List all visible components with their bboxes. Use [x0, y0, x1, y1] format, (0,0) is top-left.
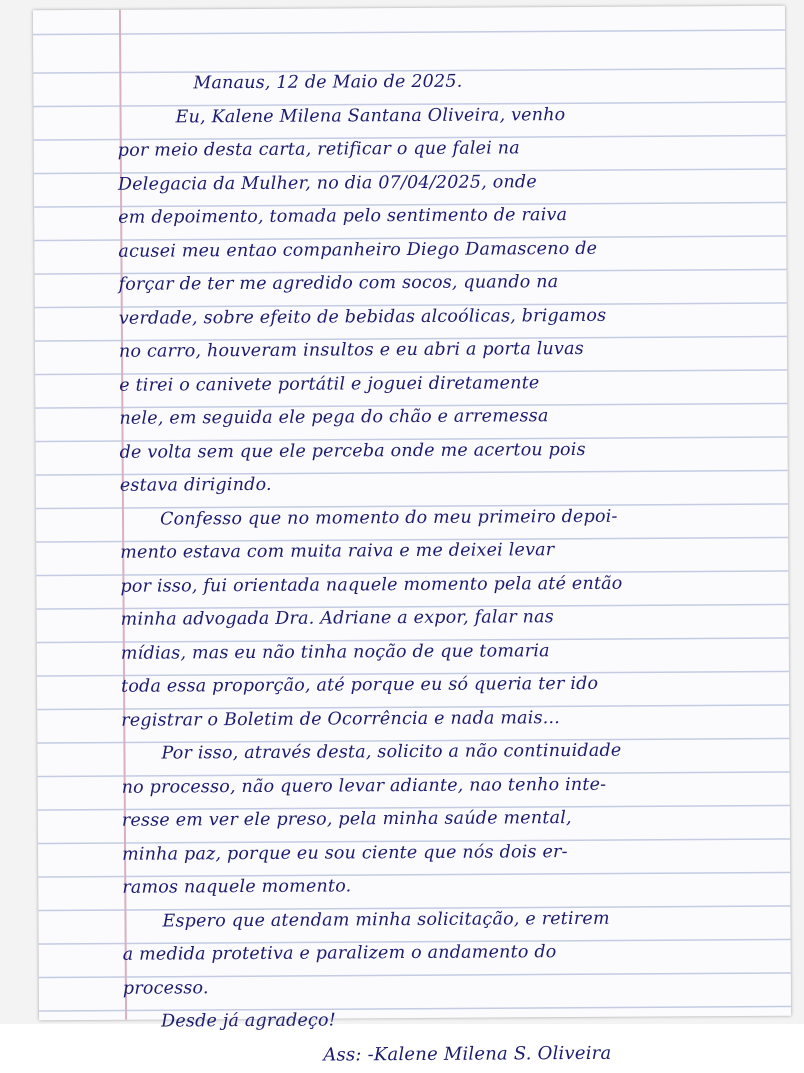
letter-line: Eu, Kalene Milena Santana Oliveira, venho: [175, 104, 566, 127]
letter-line: por isso, fui orientada naquele momento pela até então: [120, 573, 623, 597]
letter-line: Confesso que no momento do meu primeiro depoi-: [159, 506, 618, 530]
closing-line: Desde já agradeço!: [161, 1010, 337, 1032]
letter-line: acusei meu entao companheiro Diego Damasceno de: [118, 238, 598, 262]
letter-line: no processo, não quero levar adiante, nao tenho inte-: [121, 774, 607, 798]
letter-line: mento estava com muita raiva e me deixei levar: [120, 540, 555, 563]
letter-line: resse em ver ele preso, pela minha saúde mental,: [121, 808, 572, 831]
date-line: Manaus, 12 de Maio de 2025.: [193, 71, 463, 94]
letter-line: minha advogada Dra. Adriane a expor, falar nas: [120, 607, 554, 630]
letter-line: no carro, houveram insultos e eu abri a porta luvas: [118, 338, 584, 362]
lined-paper-sheet: [33, 6, 791, 1066]
letter-line: processo.: [122, 977, 209, 999]
letter-line: toda essa proporção, até porque eu só queria ter ido: [120, 673, 599, 697]
letter-line: de volta sem que ele perceba onde me acertou pois: [119, 439, 586, 463]
letter-line: por meio desta carta, retificar o que falei na: [117, 138, 520, 161]
letter-line: nele, em seguida ele pega do chão e arremessa: [119, 406, 549, 429]
letter-line: Espero que atendam minha solicitação, e retirem: [162, 908, 610, 932]
signature-line: Ass: -Kalene Milena S. Oliveira: [323, 1042, 612, 1066]
letter-line: registrar o Boletim de Ocorrência e nada mais...: [121, 707, 561, 731]
letter-line: mídias, mas eu não tinha noção de que tomaria: [120, 640, 550, 664]
letter-line: ramos naquele momento.: [122, 876, 352, 898]
letter-line: e tirei o canivete portátil e joguei diretamente: [119, 372, 540, 396]
letter-line: Delegacia da Mulher, no dia 07/04/2025, onde: [117, 171, 537, 195]
letter-line: forçar de ter me agredido com socos, quando na: [118, 272, 559, 295]
letter-line: estava dirigindo.: [119, 474, 272, 496]
letter-line: minha paz, porque eu sou ciente que nós dois er-: [122, 841, 568, 865]
letter-line: a medida protetiva e paralizem o andamento do: [122, 942, 557, 965]
handwritten-letter: [117, 64, 783, 1073]
letter-line: em depoimento, tomada pelo sentimento de raiva: [118, 205, 568, 228]
letter-line: verdade, sobre efeito de bebidas alcoólicas, brigamos: [118, 305, 607, 329]
letter-line: Por isso, através desta, solicito a não continuidade: [161, 740, 622, 764]
